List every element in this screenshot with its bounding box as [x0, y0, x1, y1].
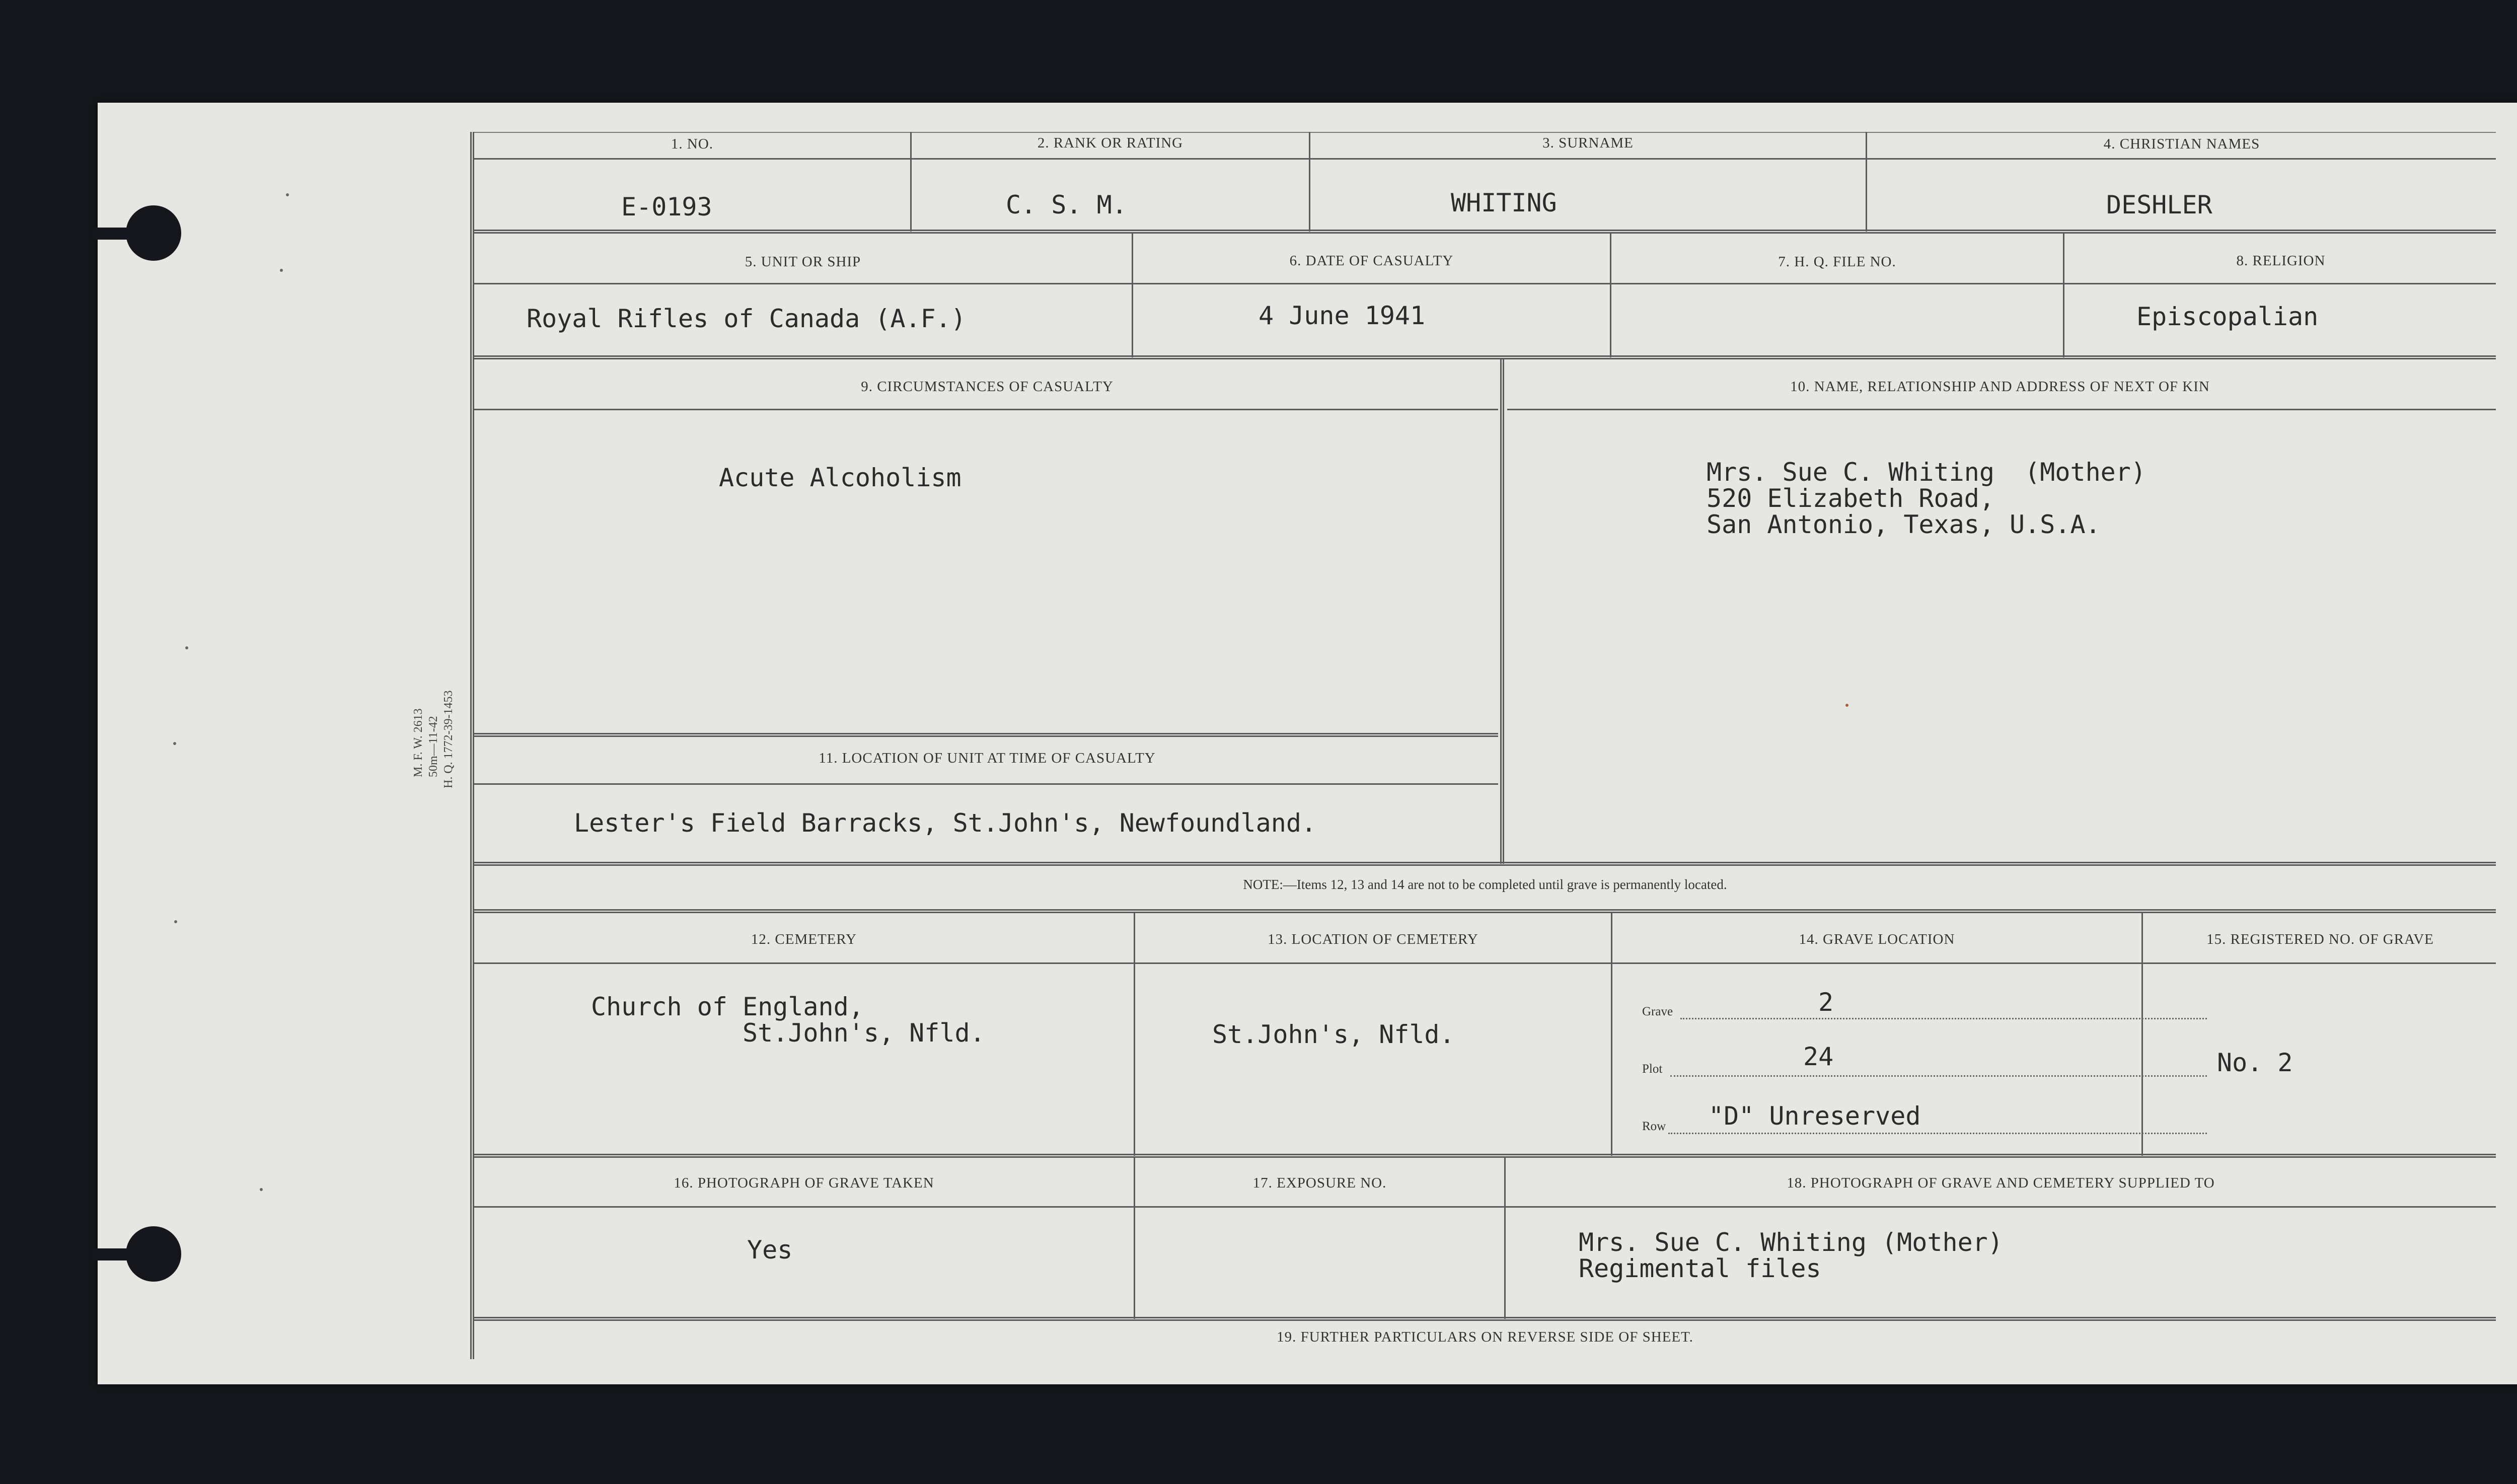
value-row: "D" Unreserved	[1709, 1101, 1921, 1131]
grave-note: NOTE:—Items 12, 13 and 14 are not to be completed until grave is permanently located.	[1243, 877, 1727, 892]
value-location-unit: Lester's Field Barracks, St.John's, Newfoundland.	[574, 808, 1317, 838]
value-christian-names: DESHLER	[2106, 190, 2212, 219]
value-grave: 2	[1818, 988, 1834, 1017]
paper-speck	[286, 193, 289, 196]
value-date: 4 June 1941	[1258, 301, 1426, 330]
paper-speck	[1845, 704, 1848, 707]
label-christian-names: 4. CHRISTIAN NAMES	[2103, 136, 2260, 152]
rule	[474, 783, 1498, 785]
rule	[474, 283, 2496, 284]
rule	[474, 132, 2496, 133]
label-no: 1. NO.	[671, 136, 714, 152]
label-registered-no: 15. REGISTERED NO. OF GRAVE	[2206, 931, 2434, 947]
binder-slot-bottom	[93, 1248, 143, 1260]
divider	[2063, 234, 2064, 357]
rule	[474, 862, 2496, 866]
rule	[474, 909, 2496, 913]
paper-speck	[280, 269, 283, 272]
form-number-line2: 50m—11-42	[427, 716, 440, 777]
grave-dotted-line	[1680, 1018, 2207, 1019]
label-location-cemetery: 13. LOCATION OF CEMETERY	[1268, 931, 1478, 947]
value-location-cemetery: St.John's, Nfld.	[1212, 1020, 1455, 1049]
divider	[1134, 913, 1135, 1156]
value-photo-taken: Yes	[747, 1235, 793, 1265]
label-rank: 2. RANK OR RATING	[1037, 135, 1183, 151]
value-no: E-0193	[621, 192, 712, 221]
divider	[1610, 234, 1611, 357]
rule	[474, 1317, 2496, 1321]
label-row: Row	[1642, 1120, 1666, 1133]
binder-slot-top	[93, 228, 143, 240]
value-plot: 24	[1803, 1042, 1834, 1071]
label-photo-taken: 16. PHOTOGRAPH OF GRAVE TAKEN	[674, 1175, 934, 1191]
value-photo-supplied: Mrs. Sue C. Whiting (Mother) Regimental files	[1579, 1228, 2003, 1283]
row-dotted-line	[1668, 1133, 2207, 1134]
label-circumstances: 9. CIRCUMSTANCES OF CASUALTY	[861, 379, 1114, 395]
paper-speck	[174, 920, 177, 923]
paper-speck	[173, 742, 176, 745]
rule	[474, 733, 1498, 737]
paper-speck	[185, 646, 188, 649]
value-cemetery: Church of England, St.John's, Nfld.	[591, 992, 985, 1048]
label-hq-file: 7. H. Q. FILE NO.	[1778, 254, 1896, 270]
paper-speck	[260, 1188, 263, 1191]
value-religion: Episcopalian	[2136, 302, 2319, 331]
label-unit: 5. UNIT OR SHIP	[745, 254, 861, 270]
label-grave: Grave	[1642, 1005, 1673, 1018]
label-date: 6. DATE OF CASUALTY	[1289, 253, 1454, 269]
divider	[1500, 359, 1504, 864]
divider	[2141, 913, 2143, 1156]
label-photo-supplied: 18. PHOTOGRAPH OF GRAVE AND CEMETERY SUPPLIED TO	[1787, 1175, 2215, 1191]
label-exposure-no: 17. EXPOSURE NO.	[1252, 1175, 1387, 1191]
value-rank: C. S. M.	[1006, 190, 1127, 219]
value-registered-no: No. 2	[2217, 1048, 2293, 1077]
label-location-unit: 11. LOCATION OF UNIT AT TIME OF CASUALTY	[819, 750, 1156, 766]
label-further-particulars: 19. FURTHER PARTICULARS ON REVERSE SIDE OF SHEET.	[1277, 1329, 1693, 1345]
value-next-of-kin: Mrs. Sue C. Whiting (Mother) 520 Elizabeth Road, San Antonio, Texas, U.S.A.	[1707, 458, 2146, 539]
label-plot: Plot	[1642, 1062, 1663, 1076]
plot-dotted-line	[1670, 1075, 2207, 1077]
label-surname: 3. SURNAME	[1542, 135, 1634, 151]
rule	[474, 1206, 2496, 1208]
label-cemetery: 12. CEMETERY	[751, 931, 857, 947]
rule	[474, 1154, 2496, 1158]
divider	[1132, 234, 1133, 357]
divider	[1611, 913, 1612, 1156]
value-surname: WHITING	[1451, 188, 1557, 217]
label-next-of-kin: 10. NAME, RELATIONSHIP AND ADDRESS OF NEXT OF KIN	[1790, 379, 2210, 395]
form-left-border	[470, 132, 474, 1359]
rule	[1507, 409, 2496, 410]
label-religion: 8. RELIGION	[2236, 253, 2326, 269]
value-circumstances: Acute Alcoholism	[719, 463, 961, 492]
record-sheet	[98, 103, 2517, 1384]
form-number-line1: M. F. W. 2613	[412, 708, 425, 777]
rule	[474, 230, 2496, 234]
label-grave-location: 14. GRAVE LOCATION	[1799, 931, 1955, 947]
rule	[474, 355, 2496, 359]
form-number-line3: H. Q. 1772-39-1453	[442, 690, 455, 788]
rule	[474, 158, 2496, 160]
rule	[474, 409, 1498, 410]
value-unit: Royal Rifles of Canada (A.F.)	[527, 304, 966, 333]
rule	[474, 962, 2496, 964]
